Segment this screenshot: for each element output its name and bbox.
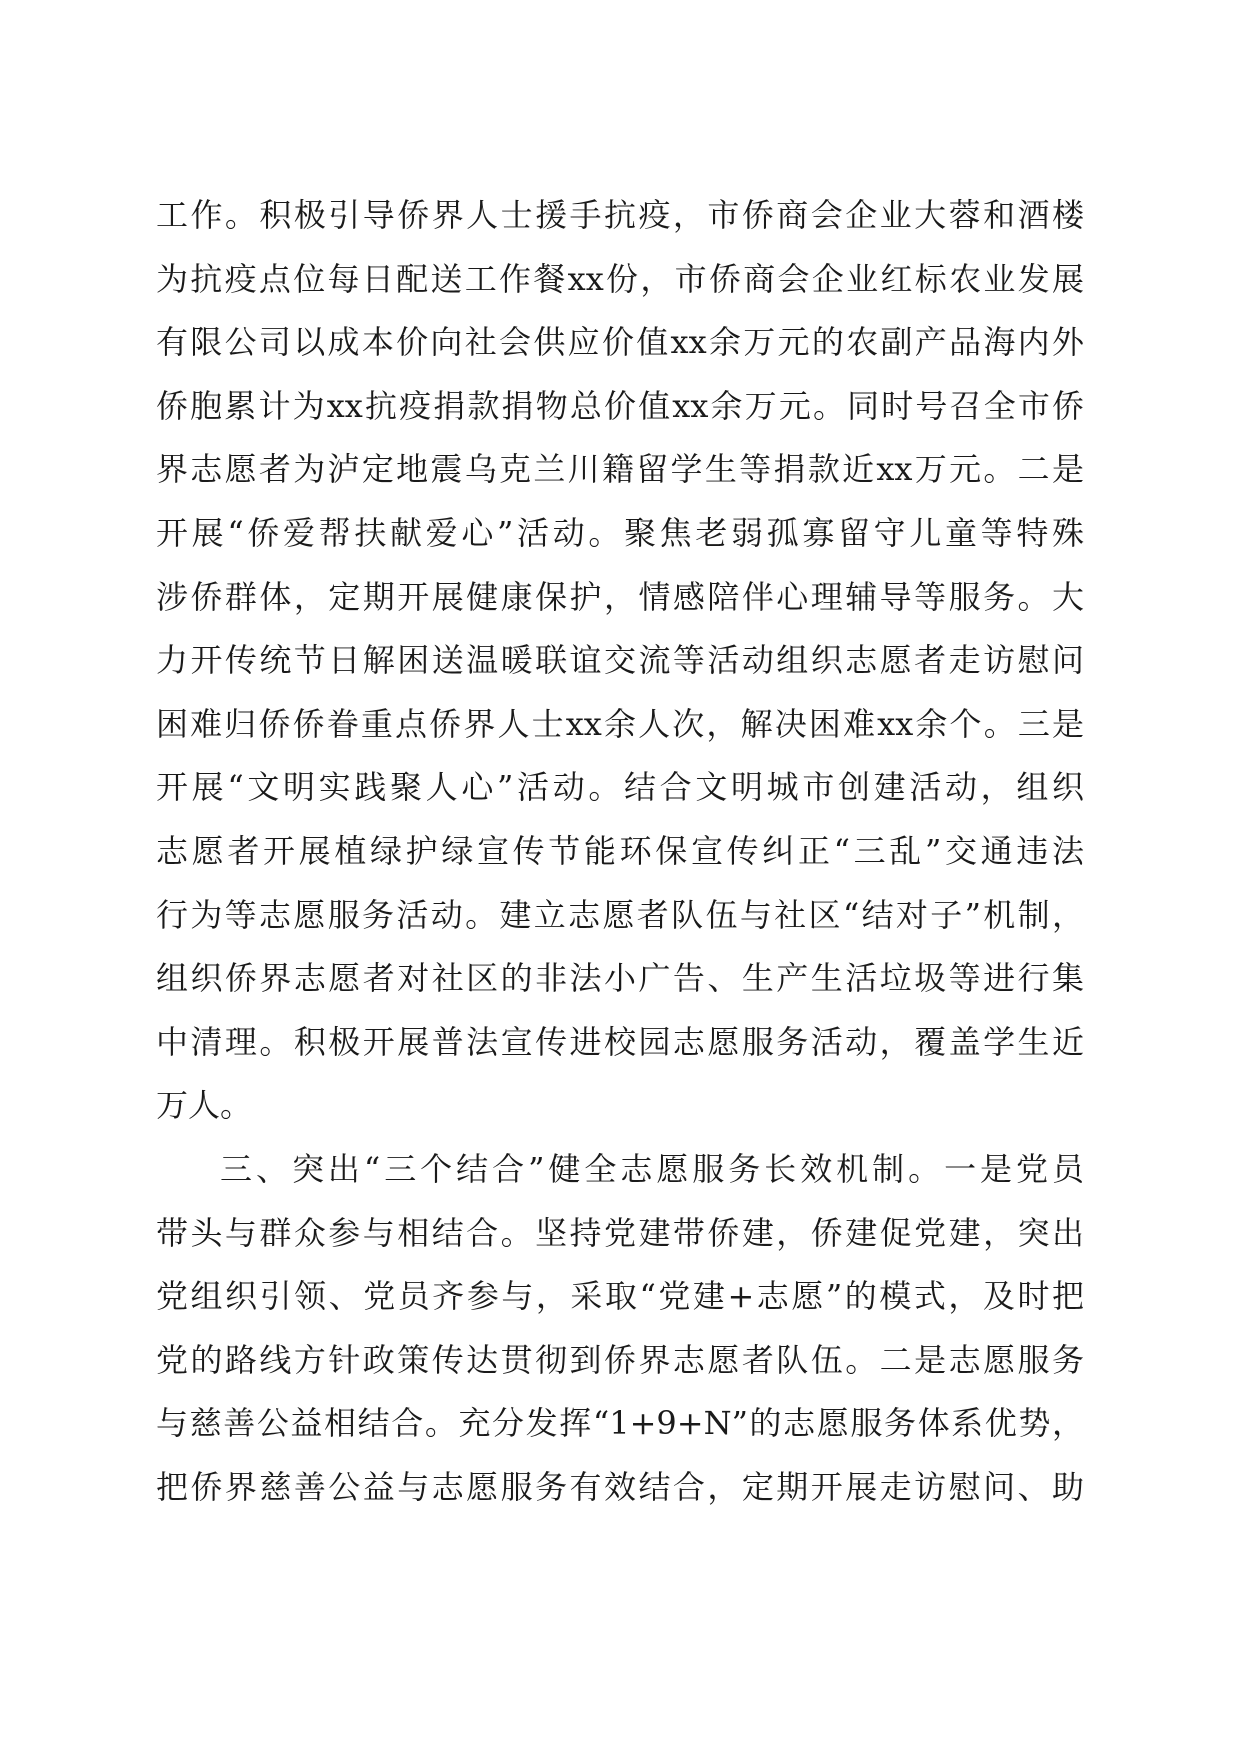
- text-line-18: 党组织引领、党员齐参与，采取“党建+志愿”的模式，及时把: [156, 1277, 1084, 1316]
- text-line-10: 开展“文明实践聚人心”活动。结合文明城市创建活动，组织: [156, 768, 1084, 807]
- text-line-19: 党的路线方针政策传达贯彻到侨界志愿者队伍。二是志愿服务: [156, 1340, 1084, 1379]
- text-line-16: 三、突出“三个结合”健全志愿服务长效机制。一是党员: [220, 1149, 1084, 1188]
- document-body: [156, 184, 1084, 1519]
- text-line-2: 为抗疫点位每日配送工作餐xx份，市侨商会企业红标农业发展: [156, 259, 1084, 298]
- text-line-15: 万人。: [156, 1086, 253, 1125]
- text-line-7: 涉侨群体，定期开展健康保护，情感陪伴心理辅导等服务。大: [156, 577, 1084, 616]
- text-line-11: 志愿者开展植绿护绿宣传节能环保宣传纠正“三乱”交通违法: [156, 831, 1084, 870]
- text-line-4: 侨胞累计为xx抗疫捐款捐物总价值xx余万元。同时号召全市侨: [156, 386, 1084, 425]
- text-line-5: 界志愿者为泸定地震乌克兰川籍留学生等捐款近xx万元。二是: [156, 450, 1084, 489]
- text-line-6: 开展“侨爱帮扶献爱心”活动。聚焦老弱孤寡留守儿童等特殊: [156, 513, 1084, 552]
- text-line-12: 行为等志愿服务活动。建立志愿者队伍与社区“结对子”机制，: [156, 895, 1084, 934]
- text-line-3: 有限公司以成本价向社会供应价值xx余万元的农副产品海内外: [156, 323, 1084, 362]
- text-line-8: 力开传统节日解困送温暖联谊交流等活动组织志愿者走访慰问: [156, 641, 1084, 680]
- text-line-9: 困难归侨侨眷重点侨界人士xx余人次，解决困难xx余个。三是: [156, 704, 1084, 743]
- text-line-17: 带头与群众参与相结合。坚持党建带侨建，侨建促党建，突出: [156, 1213, 1084, 1252]
- text-line-1: 工作。积极引导侨界人士援手抗疫，市侨商会企业大蓉和酒楼: [156, 196, 1084, 234]
- text-line-21: 把侨界慈善公益与志愿服务有效结合，定期开展走访慰问、助: [156, 1467, 1084, 1506]
- text-line-20: 与慈善公益相结合。充分发挥“1+9+N”的志愿服务体系优势，: [156, 1404, 1084, 1443]
- text-line-13: 组织侨界志愿者对社区的非法小广告、生产生活垃圾等进行集: [156, 959, 1084, 998]
- text-line-14: 中清理。积极开展普法宣传进校园志愿服务活动，覆盖学生近: [156, 1022, 1084, 1061]
